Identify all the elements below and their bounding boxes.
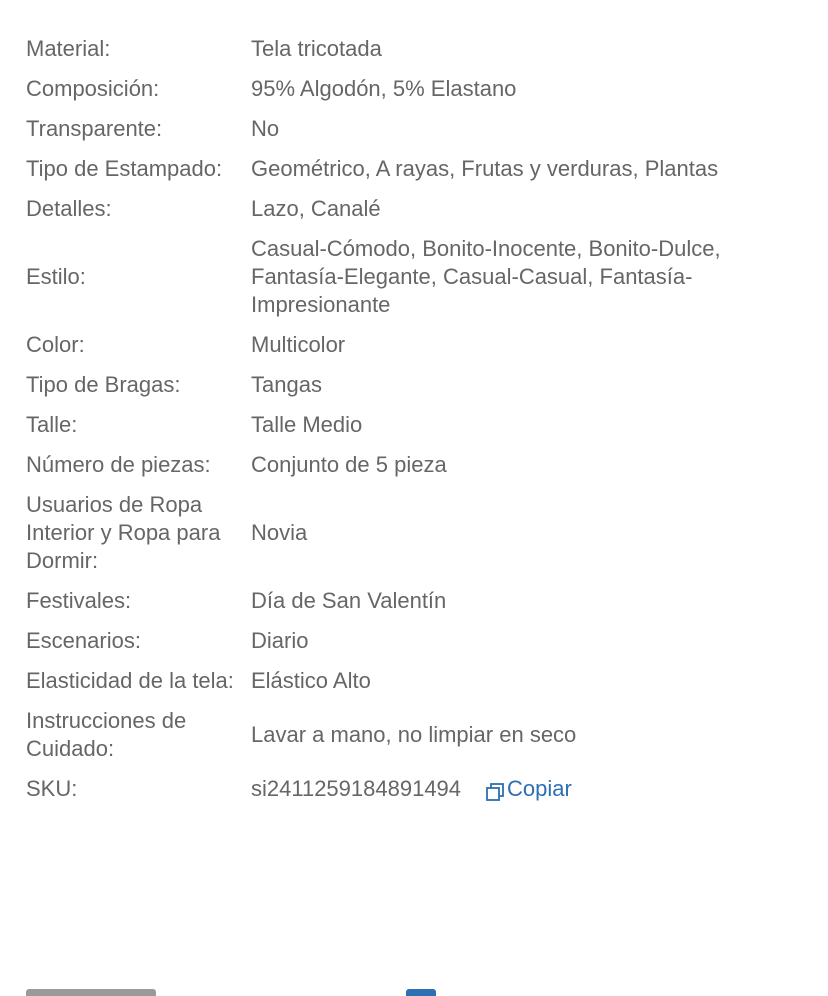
sku-label: SKU: [26,776,78,801]
spec-value: Lavar a mano, no limpiar en seco [251,722,577,747]
spec-row-festivals [26,581,816,621]
copy-icon [485,781,505,801]
spec-value: Novia [251,520,308,545]
spec-value: 95% Algodón, 5% Elastano [251,76,517,101]
spec-label: Estilo: [26,264,86,289]
spec-label: Elasticidad de la tela: [26,668,234,693]
cut-off-label [26,989,156,996]
spec-value: Día de San Valentín [251,588,447,613]
cut-off-link [406,989,436,996]
spec-label: Color: [26,332,85,357]
spec-label: Detalles: [26,196,112,221]
sku-value-container [251,775,816,803]
spec-label: Material: [26,36,111,61]
spec-label: Escenarios: [26,628,141,653]
spec-label: Festivales: [26,588,132,613]
partially-visible-next-row [26,983,816,996]
spec-row-elasticity [26,661,816,701]
spec-label: Talle: [26,412,78,437]
spec-row-scenarios [26,621,816,661]
spec-label: Composición: [26,76,160,101]
spec-row-style [26,229,816,325]
spec-value: Lazo, Canalé [251,196,381,221]
spec-value: No [251,116,280,141]
spec-value: Talle Medio [251,412,363,437]
spec-label: Usuarios de Ropa Interior y Ropa para Dormir: [26,492,221,573]
spec-row-users [26,485,816,581]
copy-sku-label: Copiar [507,776,572,801]
spec-value: Tangas [251,372,322,397]
spec-row-print-type [26,149,816,189]
spec-label: Instrucciones de Cuidado: [26,708,187,761]
spec-row-sku [26,769,816,809]
spec-value: Multicolor [251,332,346,357]
spec-row-details [26,189,816,229]
spec-row-color [26,325,816,365]
spec-value: Conjunto de 5 pieza [251,452,447,477]
product-specs-list [26,29,816,809]
spec-row-composition [26,69,816,109]
spec-row-care [26,701,816,769]
spec-value: Casual-Cómodo, Bonito-Inocente, Bonito-Dulce, Fantasía-Elegante, Casual-Casual, Fantasía-Impresionante [251,236,721,317]
spec-label: Tipo de Bragas: [26,372,181,397]
spec-label: Tipo de Estampado: [26,156,223,181]
spec-label: Número de piezas: [26,452,211,477]
spec-value: Diario [251,628,309,653]
spec-row-transparent [26,109,816,149]
spec-label: Transparente: [26,116,163,141]
spec-value: Tela tricotada [251,36,382,61]
spec-value: Geométrico, A rayas, Frutas y verduras, Plantas [251,156,719,181]
spec-row-pieces [26,445,816,485]
spec-row-material [26,29,816,69]
sku-value: si2411259184891494 [251,776,462,801]
spec-row-waist [26,405,816,445]
spec-value: Elástico Alto [251,668,371,693]
copy-sku-button[interactable] [485,775,572,803]
spec-row-panty-type [26,365,816,405]
